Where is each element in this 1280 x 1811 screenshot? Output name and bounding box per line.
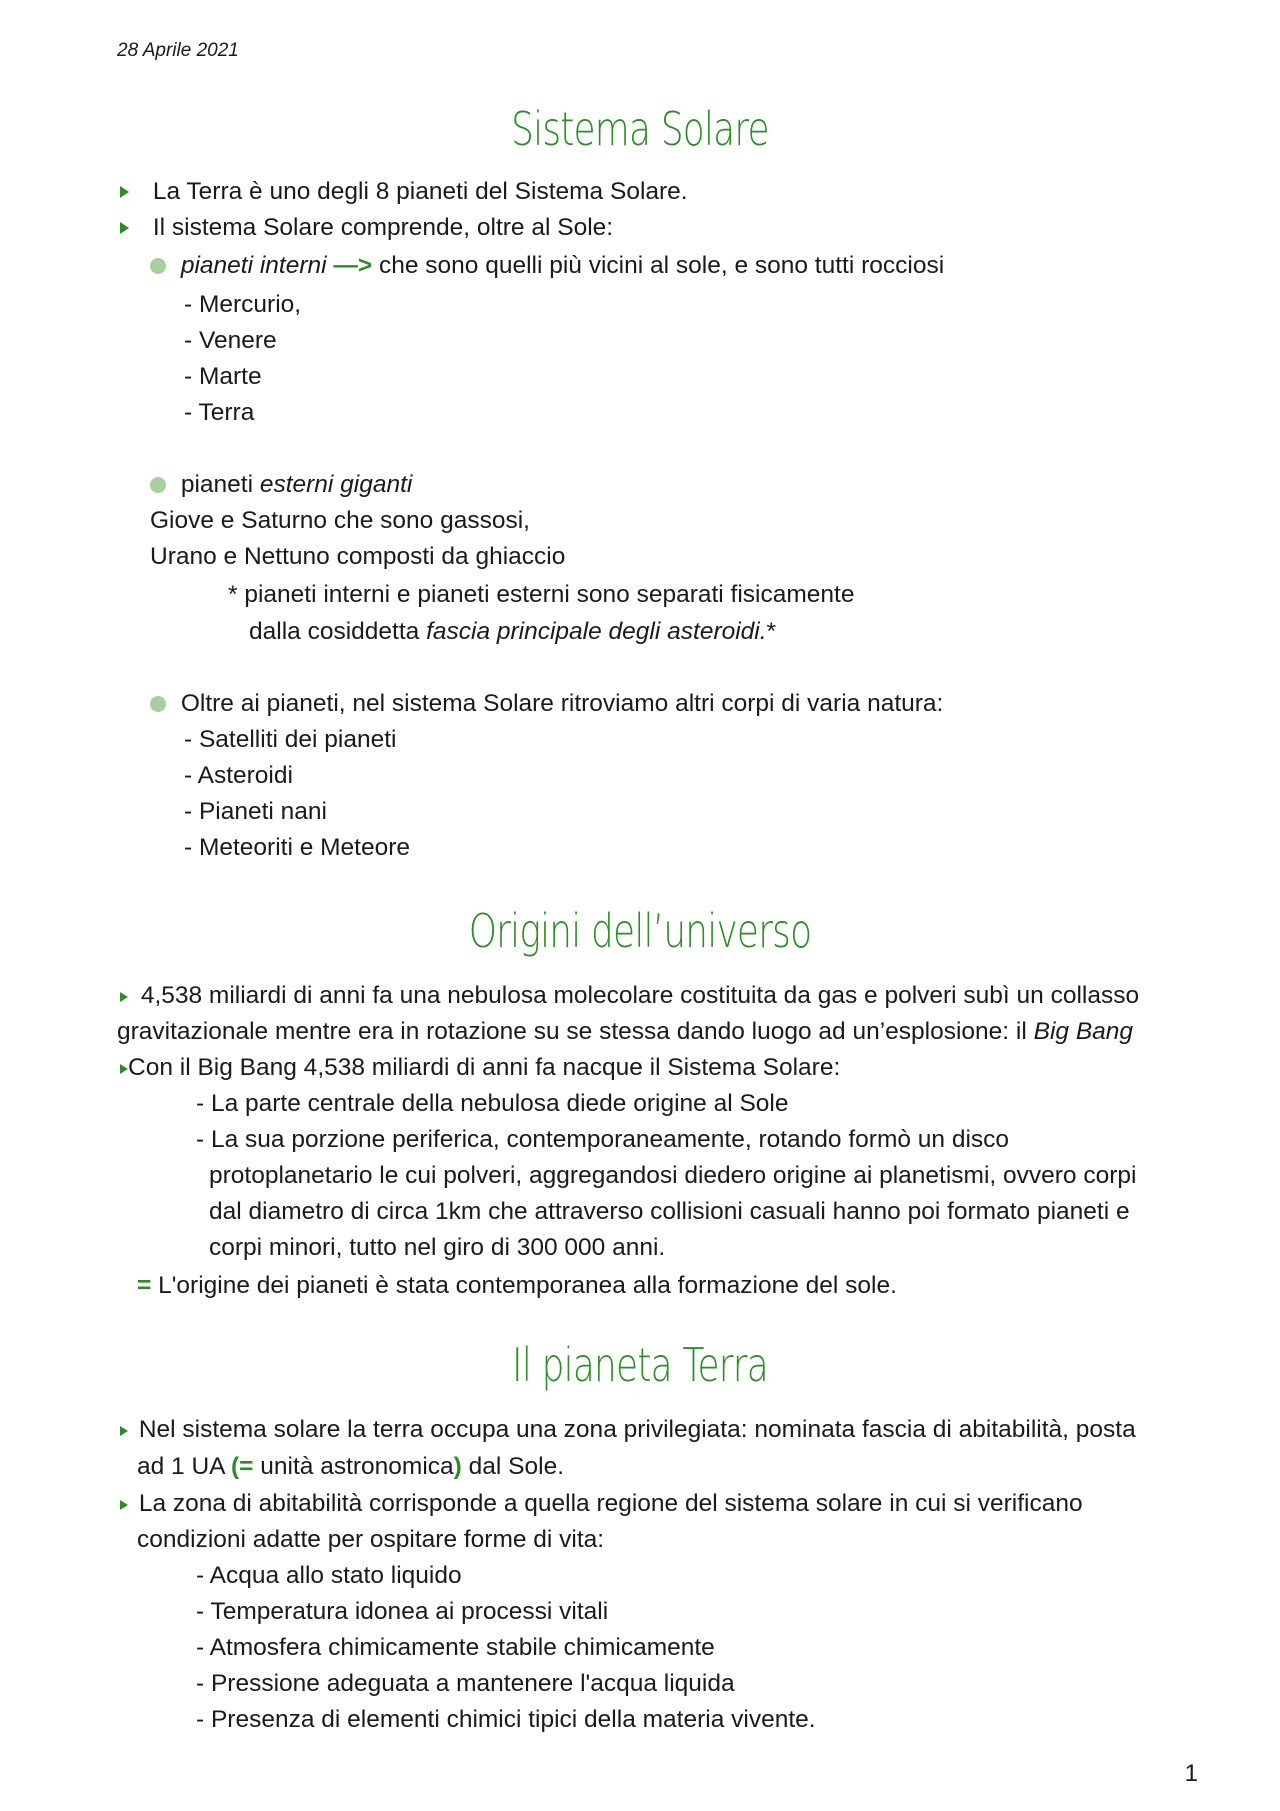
list-item-continuation: dal diametro di circa 1km che attraverso collisioni casuali hanno poi formato pianeti e: [209, 1198, 1130, 1225]
section-title-origini: Origini dell’universo: [468, 904, 812, 958]
conclusion-text: L'origine dei pianeti è stata contemporanea alla formazione del sole.: [158, 1272, 897, 1299]
arrow-icon: —>: [333, 252, 373, 279]
paragraph-line: [120, 1412, 1136, 1448]
list-item: - Pressione adeguata a mantenere l'acqua liquida: [196, 1670, 735, 1697]
note-line: * pianeti interni e pianeti esterni sono separati fisicamente: [228, 581, 855, 608]
paragraph-line: condizioni adatte per ospitare forme di vita:: [137, 1526, 605, 1553]
paragraph-text: 4,538 miliardi di anni fa una nebulosa molecolare costituita da gas e polveri subì un collasso: [140, 982, 1140, 1009]
list-item: - Meteoriti e Meteore: [184, 834, 411, 861]
list-item: - Presenza di elementi chimici tipici della materia vivente.: [196, 1706, 816, 1733]
list-item: - Atmosfera chimicamente stabile chimicamente: [196, 1634, 715, 1661]
circle-bullet-icon: [150, 477, 166, 493]
bullet-line: [120, 174, 688, 210]
triangle-bullet-icon: [120, 1500, 128, 1510]
circle-bullet-icon: [150, 258, 166, 274]
paragraph-text: Con il Big Bang 4,538 miliardi di anni fa nacque il Sistema Solare:: [128, 1054, 841, 1081]
paragraph-text: gravitazionale mentre era in rotazione su se stessa dando luogo ad un’esplosione: il: [117, 1018, 1027, 1045]
paragraph-line: [117, 1014, 1133, 1050]
list-item: - Venere: [184, 327, 277, 354]
page-number: 1: [1184, 1760, 1198, 1787]
triangle-bullet-icon: [120, 1426, 128, 1436]
list-item: - La parte centrale della nebulosa diede origine al Sole: [196, 1090, 789, 1117]
outer-planets-line: [150, 467, 412, 503]
paragraph-text: Nel sistema solare la terra occupa una zona privilegiata: nominata fascia di abitabilità, posta: [138, 1416, 1136, 1443]
outer-line: Urano e Nettuno composti da ghiaccio: [150, 543, 566, 570]
inner-planets-line: [150, 248, 944, 284]
list-item-continuation: corpi minori, tutto nel giro di 300 000 anni.: [209, 1234, 666, 1261]
list-item: - Terra: [184, 399, 255, 426]
others-line: [150, 686, 943, 722]
inner-planets-term: pianeti interni: [180, 252, 327, 279]
asteroid-belt-term: fascia principale degli asteroidi.: [426, 618, 767, 645]
triangle-bullet-icon: [120, 1064, 128, 1074]
big-bang-term: Big Bang: [1033, 1018, 1134, 1045]
outer-planets-term: esterni giganti: [259, 471, 413, 498]
paragraph-text: La zona di abitabilità corrisponde a quella regione del sistema solare in cui si verificano: [138, 1490, 1083, 1517]
paragraph-line: [120, 1486, 1083, 1522]
conclusion-line: [137, 1268, 897, 1304]
close-paren: ): [453, 1453, 462, 1480]
list-item: - Pianeti nani: [184, 798, 328, 825]
paragraph-line: [137, 1449, 564, 1485]
others-intro: Oltre ai pianeti, nel sistema Solare ritroviamo altri corpi di varia natura:: [180, 690, 944, 717]
bullet-text: Il sistema Solare comprende, oltre al Sole:: [152, 214, 614, 241]
outer-prefix: pianeti: [180, 471, 254, 498]
list-item: - Marte: [184, 363, 262, 390]
list-item-continuation: protoplanetario le cui polveri, aggregandosi diedero origine ai planetismi, ovvero corpi: [209, 1162, 1137, 1189]
paragraph-line: [120, 978, 1139, 1014]
outer-line: Giove e Saturno che sono gassosi,: [150, 507, 530, 534]
triangle-bullet-icon: [120, 222, 129, 234]
list-item: - Mercurio,: [184, 291, 302, 318]
list-item: - Satelliti dei pianeti: [184, 726, 397, 753]
note-line: [249, 614, 776, 650]
note-asterisk: *: [766, 618, 777, 645]
paragraph-line: [120, 1050, 840, 1086]
triangle-bullet-icon: [120, 992, 128, 1002]
bullet-line: [120, 210, 613, 246]
section-title-pianeta-terra: Il pianeta Terra: [512, 1338, 768, 1392]
bullet-text: La Terra è uno degli 8 pianeti del Sistema Solare.: [152, 178, 688, 205]
list-item: - Temperatura idonea ai processi vitali: [196, 1598, 609, 1625]
list-item: - La sua porzione periferica, contemporaneamente, rotando formò un disco: [196, 1126, 1010, 1153]
list-item: - Asteroidi: [184, 762, 293, 789]
triangle-bullet-icon: [120, 186, 129, 198]
paragraph-text: ad 1 UA: [137, 1453, 225, 1480]
equals-icon: =: [137, 1272, 152, 1299]
note-text: dalla cosiddetta: [249, 618, 420, 645]
date-label: 28 Aprile 2021: [117, 40, 239, 61]
circle-bullet-icon: [150, 696, 166, 712]
section-title-sistema-solare: Sistema Solare: [511, 102, 769, 156]
inner-planets-desc: che sono quelli più vicini al sole, e sono tutti rocciosi: [378, 252, 945, 279]
ua-definition: unità astronomica: [260, 1453, 454, 1480]
paragraph-text: dal Sole.: [468, 1453, 565, 1480]
open-paren-equals: (=: [231, 1453, 254, 1480]
list-item: - Acqua allo stato liquido: [196, 1562, 462, 1589]
